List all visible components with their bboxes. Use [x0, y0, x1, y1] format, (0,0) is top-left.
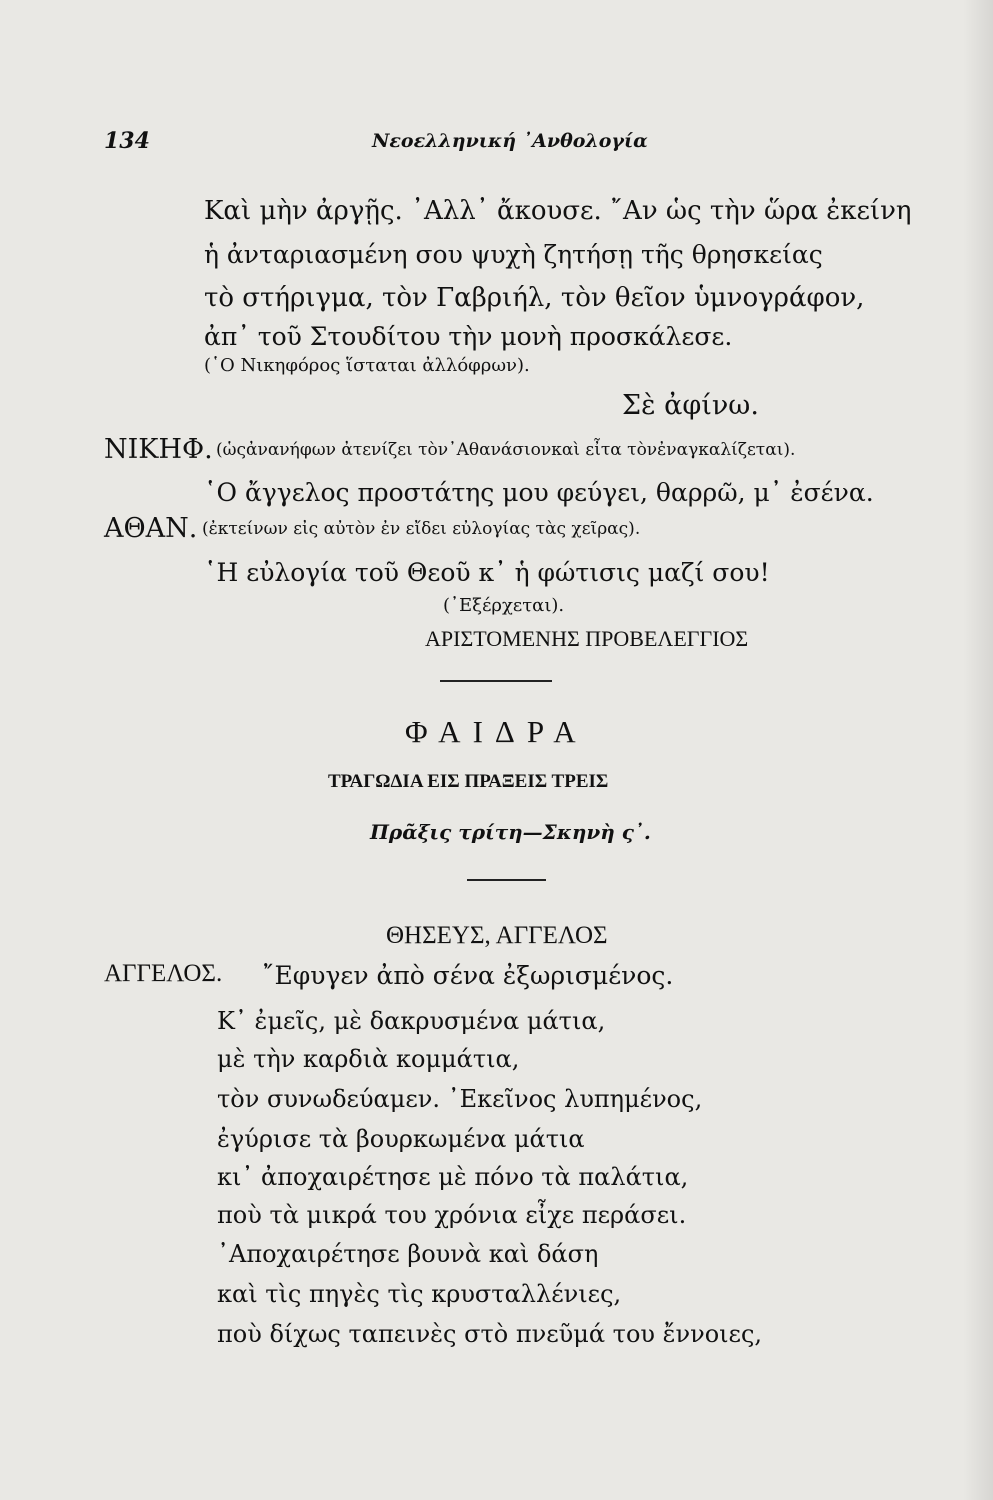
page-shadow — [963, 0, 993, 1500]
play-subtitle: ΤΡΑΓΩΔΙΑ ΕΙΣ ΠΡΑΞΕΙΣ ΤΡΕΙΣ — [328, 771, 609, 792]
play-title: ΦΑΙΔΡΑ — [405, 714, 588, 749]
verse-line: Κ᾽ ἐμεῖς, μὲ δακρυσμένα μάτια, — [217, 1007, 606, 1035]
verse-line: ῎Εφυγεν ἀπὸ σένα ἐξωρισμένος. — [262, 961, 674, 990]
stage-direction: (ἐκτείνων εἰς αὐτὸν ἐν εἴδει εὐλογίας τὰς χεῖρας). — [202, 519, 641, 539]
speaker-name: ΑΘΑΝ. — [104, 513, 198, 544]
stage-direction: (῾Ο Νικηφόρος ἵσταται ἀλλόφρων). — [204, 355, 530, 376]
verse-line: ῾Η εὐλογία τοῦ Θεοῦ κ᾽ ἡ φώτισις μαζί σου! — [204, 558, 770, 587]
author-signature: ΑΡΙΣΤΟΜΕΝΗΣ ΠΡΟΒΕΛΕΓΓΙΟΣ — [425, 626, 749, 651]
page-number: 134 — [104, 128, 150, 154]
verse-line: ῾Ο ἄγγελος προστάτης μου φεύγει, θαρρῶ, μ᾽ ἐσένα. — [204, 478, 874, 507]
verse-line: ᾽Αποχαιρέτησε βουνὰ καὶ δάση — [217, 1240, 599, 1268]
verse-line: μὲ τὴν καρδιὰ κομμάτια, — [217, 1045, 520, 1073]
verse-line: ποὺ τὰ μικρά του χρόνια εἶχε περάσει. — [217, 1201, 687, 1229]
section-divider — [467, 879, 546, 881]
section-divider — [440, 680, 552, 682]
speaker-name: ΝΙΚΗΦ. — [104, 434, 213, 465]
verse-line: ἐγύρισε τὰ βουρκωμένα μάτια — [217, 1125, 585, 1153]
verse-line: ἀπ᾽ τοῦ Στουδίτου τὴν μονὴ προσκάλεσε. — [204, 322, 733, 351]
verse-line: τὸ στήριγμα, τὸν Γαβριήλ, τὸν θεῖον ὑμνογράφον, — [204, 283, 865, 313]
verse-line: ἡ ἀνταριασμένη σου ψυχὴ ζητήσῃ τῆς θρησκείας — [204, 240, 823, 269]
verse-line: καὶ τὶς πηγὲς τὶς κρυσταλλένιες, — [217, 1280, 622, 1308]
scene-characters: ΘΗΣΕΥΣ, ΑΓΓΕΛΟΣ — [386, 922, 608, 949]
verse-line: τὸν συνωδεύαμεν. ᾽Εκεῖνος λυπημένος, — [217, 1085, 703, 1113]
verse-line: κι᾽ ἀποχαιρέτησε μὲ πόνο τὰ παλάτια, — [217, 1163, 689, 1191]
verse-line: ποὺ δίχως ταπεινὲς στὸ πνεῦμά του ἔννοιες, — [217, 1320, 763, 1348]
running-title: Νεοελληνική ᾽Ανθολογία — [372, 130, 648, 152]
act-scene: Πρᾶξις τρίτη—Σκηνὴ ς᾽. — [370, 820, 651, 844]
stage-direction: (᾽Εξέρχεται). — [443, 595, 565, 616]
verse-line: Σὲ ἀφίνω. — [622, 390, 759, 421]
speaker-name: ΑΓΓΕΛΟΣ. — [104, 960, 223, 987]
verse-line: Καὶ μὴν ἀργῇς. ᾽Αλλ᾽ ἄκουσε. ῎Αν ὡς τὴν ὥρα ἐκείνη — [204, 196, 912, 226]
stage-direction: (ὡςἀνανήφων ἀτενίζει τὸν᾽Αθανάσιονκαὶ εἶτα τὸνἐναγκαλίζεται). — [216, 440, 796, 460]
